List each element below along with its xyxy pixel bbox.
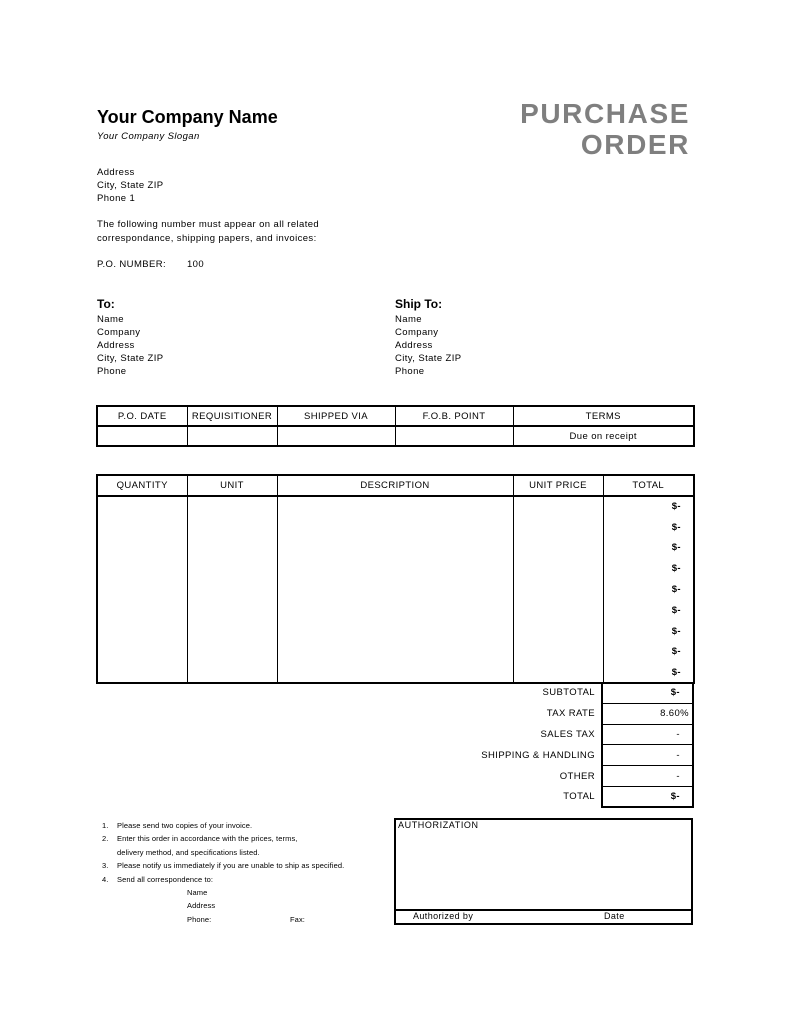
to-address: Address [97, 340, 135, 351]
quantity-cell[interactable] [97, 600, 187, 621]
tax-rate-value[interactable]: 8.60% [602, 703, 693, 724]
total-value: $- [602, 786, 693, 807]
line-item-row [97, 558, 694, 579]
po-notice [97, 218, 319, 246]
unit-cell[interactable] [187, 496, 277, 517]
description-cell[interactable] [277, 600, 513, 621]
unit-price-cell[interactable] [513, 579, 603, 600]
note-1: Please send two copies of your invoice. [117, 821, 253, 830]
sales-tax-value: - [602, 724, 693, 745]
line-item-row [97, 517, 694, 538]
line-item-row [97, 496, 694, 517]
authorization-date-label: Date [604, 911, 625, 921]
requisitioner-cell[interactable] [187, 426, 277, 446]
unit-cell[interactable] [187, 600, 277, 621]
shipping-value[interactable]: - [602, 745, 693, 766]
ship-to-name: Name [395, 314, 422, 325]
order-info-header-row [97, 406, 694, 426]
company-slogan: Your Company Slogan [97, 131, 200, 142]
description-cell[interactable] [277, 558, 513, 579]
description-cell[interactable] [277, 517, 513, 538]
subtotal-value: $- [602, 683, 693, 704]
po-number-value: 100 [187, 259, 205, 270]
correspondence-address: Address [187, 901, 216, 911]
line-item-row [97, 662, 694, 683]
company-address-block [97, 166, 164, 205]
ship-to-address-block [395, 313, 462, 378]
terms-cell[interactable]: Due on receipt [513, 426, 694, 446]
unit-price-cell[interactable] [513, 496, 603, 517]
unit-price-cell[interactable] [513, 517, 603, 538]
line-items-table [96, 474, 695, 684]
subtotal-label: SUBTOTAL [542, 687, 595, 699]
title-line-2: ORDER [580, 129, 690, 160]
line-total-cell: $- [603, 558, 694, 579]
notice-line-1: The following number must appear on all related [97, 219, 320, 230]
order-info-value-row [97, 426, 694, 446]
line-total-cell: $- [603, 538, 694, 559]
unit-price-cell[interactable] [513, 600, 603, 621]
quantity-cell[interactable] [97, 642, 187, 663]
header-total: TOTAL [603, 475, 694, 496]
notice-line-2: correspondance, shipping papers, and invoices: [97, 233, 317, 244]
description-cell[interactable] [277, 496, 513, 517]
authorized-by-label: Authorized by [413, 911, 474, 921]
tax-rate-label: TAX RATE [546, 708, 595, 720]
ship-to-address: Address [395, 340, 433, 351]
po-date-cell[interactable] [97, 426, 187, 446]
order-notes [97, 819, 387, 929]
quantity-cell[interactable] [97, 579, 187, 600]
quantity-cell[interactable] [97, 538, 187, 559]
to-city: City, State ZIP [97, 353, 164, 364]
total-row [96, 786, 693, 807]
tax-rate-row [96, 703, 693, 724]
note-3: Please notify us immediately if you are unable to ship as specified. [117, 861, 345, 871]
ship-to-header: Ship To: [395, 297, 443, 311]
note-number-4: 4. [102, 874, 109, 884]
unit-price-cell[interactable] [513, 642, 603, 663]
quantity-cell[interactable] [97, 517, 187, 538]
ship-to-city: City, State ZIP [395, 353, 462, 364]
note-number-2: 2. [102, 834, 109, 844]
authorization-box [394, 818, 693, 925]
line-item-row [97, 621, 694, 642]
line-total-cell: $- [603, 496, 694, 517]
document-title [520, 98, 690, 160]
company-address: Address [97, 167, 135, 178]
unit-cell[interactable] [187, 579, 277, 600]
unit-price-cell[interactable] [513, 662, 603, 683]
description-cell[interactable] [277, 579, 513, 600]
header-description: DESCRIPTION [277, 475, 513, 496]
to-phone: Phone [97, 366, 127, 377]
correspondence-fax-label: Fax: [290, 914, 305, 924]
line-total-cell: $- [603, 662, 694, 683]
header-po-date: P.O. DATE [97, 406, 187, 426]
unit-price-cell[interactable] [513, 558, 603, 579]
note-2-line-1: Enter this order in accordance with the prices, terms, [117, 834, 298, 844]
description-cell[interactable] [277, 662, 513, 683]
to-company: Company [97, 327, 141, 338]
ship-to-company: Company [395, 327, 439, 338]
unit-cell[interactable] [187, 642, 277, 663]
totals-table [96, 682, 694, 808]
other-row [96, 766, 693, 787]
line-total-cell: $- [603, 600, 694, 621]
unit-cell[interactable] [187, 558, 277, 579]
header-quantity: QUANTITY [97, 475, 187, 496]
authorization-title: AUTHORIZATION [398, 820, 479, 830]
line-total-cell: $- [603, 517, 694, 538]
unit-price-cell[interactable] [513, 621, 603, 642]
quantity-cell[interactable] [97, 558, 187, 579]
line-item-row [97, 538, 694, 559]
correspondence-name: Name [187, 888, 208, 897]
header-requisitioner: REQUISITIONER [187, 406, 277, 426]
description-cell[interactable] [277, 538, 513, 559]
sales-tax-row [96, 724, 693, 745]
ship-to-phone: Phone [395, 366, 425, 377]
description-cell[interactable] [277, 621, 513, 642]
note-number-3: 3. [102, 861, 109, 871]
shipping-label: SHIPPING & HANDLING [481, 749, 595, 761]
po-number-label: P.O. NUMBER: [97, 259, 167, 270]
note-number-1: 1. [102, 821, 109, 830]
unit-cell[interactable] [187, 538, 277, 559]
header-fob-point: F.O.B. POINT [395, 406, 513, 426]
quantity-cell[interactable] [97, 621, 187, 642]
title-line-1: PURCHASE [520, 98, 690, 129]
description-cell[interactable] [277, 642, 513, 663]
header-terms: TERMS [513, 406, 694, 426]
note-4: Send all correspondence to: [117, 874, 214, 884]
quantity-cell[interactable] [97, 662, 187, 683]
quantity-cell[interactable] [97, 496, 187, 517]
to-name: Name [97, 314, 124, 325]
sales-tax-label: SALES TAX [540, 728, 595, 740]
to-header: To: [97, 297, 115, 311]
total-label: TOTAL [563, 791, 595, 803]
header-unit-price: UNIT PRICE [513, 475, 603, 496]
line-item-row [97, 600, 694, 621]
shipping-row [96, 745, 693, 766]
to-address-block [97, 313, 164, 378]
other-value[interactable]: - [602, 766, 693, 787]
shipped-via-cell[interactable] [277, 426, 395, 446]
fob-point-cell[interactable] [395, 426, 513, 446]
company-phone: Phone 1 [97, 193, 136, 204]
company-name: Your Company Name [97, 107, 278, 127]
line-total-cell: $- [603, 621, 694, 642]
subtotal-row [96, 683, 693, 704]
note-2-line-2: delivery method, and specifications listed. [117, 847, 260, 857]
unit-cell[interactable] [187, 662, 277, 683]
order-info-table [96, 405, 695, 447]
line-total-cell: $- [603, 642, 694, 663]
other-label: OTHER [559, 770, 595, 782]
header-unit: UNIT [187, 475, 277, 496]
unit-cell[interactable] [187, 517, 277, 538]
line-total-cell: $- [603, 579, 694, 600]
unit-cell[interactable] [187, 621, 277, 642]
line-item-row [97, 579, 694, 600]
header-shipped-via: SHIPPED VIA [277, 406, 395, 426]
line-item-row [97, 642, 694, 663]
company-city: City, State ZIP [97, 180, 164, 191]
unit-price-cell[interactable] [513, 538, 603, 559]
correspondence-phone-label: Phone: [187, 914, 212, 924]
line-items-header-row [97, 475, 694, 496]
